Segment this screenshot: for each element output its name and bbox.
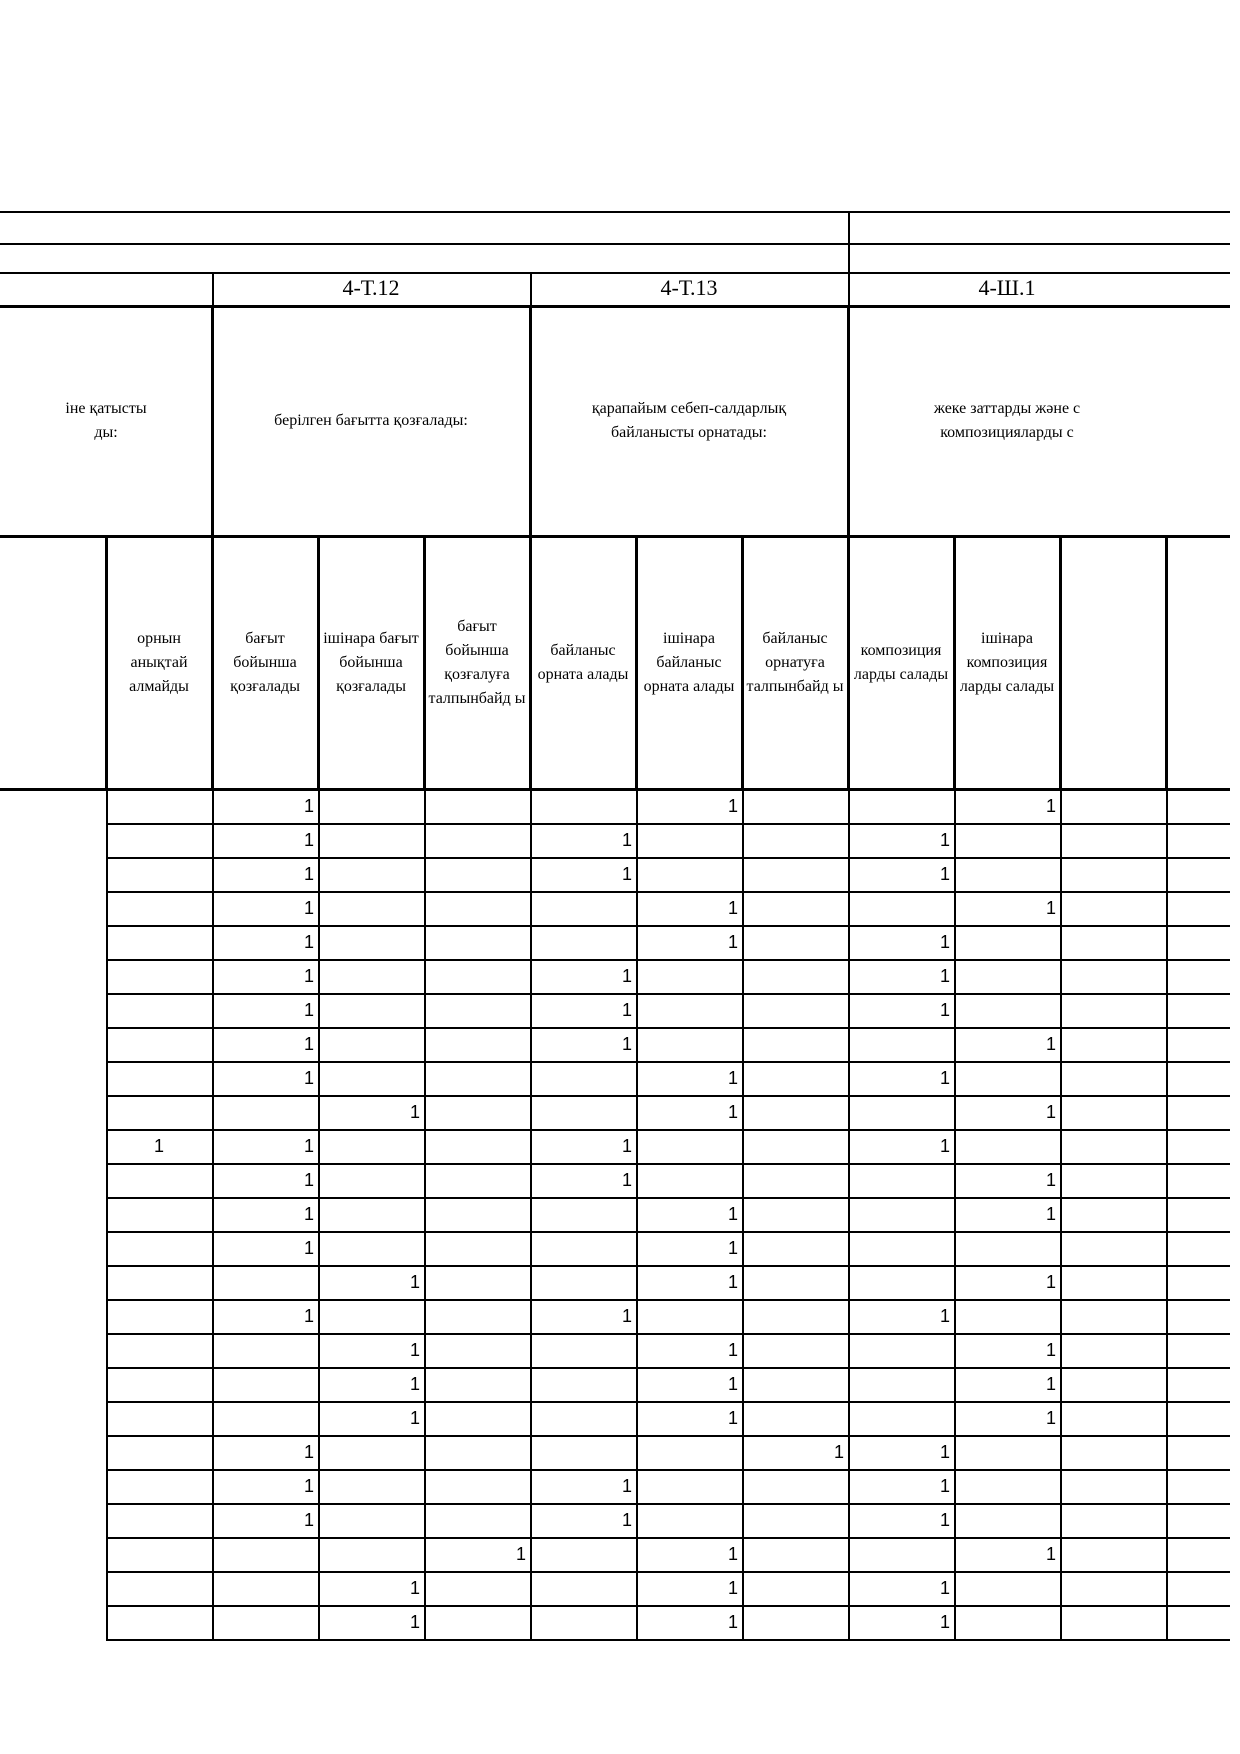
table-cell <box>106 1435 212 1469</box>
table-cell <box>424 925 530 959</box>
table-cell <box>106 823 212 857</box>
table-cell <box>424 891 530 925</box>
group-title-line: қарапайым себеп-салдарлық <box>591 400 787 417</box>
table-cell: 1 <box>727 1203 738 1224</box>
table-cell: 1 <box>939 1611 950 1632</box>
group-title <box>848 306 1166 536</box>
table-cell <box>848 1333 954 1367</box>
table-cell <box>212 1537 318 1571</box>
table-cell <box>848 1265 954 1299</box>
table-cell <box>424 1231 530 1265</box>
table-cell <box>636 1299 742 1333</box>
table-cell <box>530 1367 636 1401</box>
table-cell <box>106 925 212 959</box>
table-cell: 1 <box>303 999 314 1020</box>
table-cell <box>212 1333 318 1367</box>
table-cell <box>742 789 848 823</box>
table-cell <box>318 959 424 993</box>
table-cell <box>424 1503 530 1537</box>
table-cell <box>636 959 742 993</box>
table-cell <box>530 1095 636 1129</box>
table-cell <box>318 1503 424 1537</box>
table-cell <box>106 1571 212 1605</box>
grid-line-horizontal <box>0 211 1230 213</box>
table-cell <box>954 993 1060 1027</box>
table-cell <box>636 993 742 1027</box>
table-cell <box>742 1061 848 1095</box>
table-cell <box>848 1163 954 1197</box>
table-cell: 1 <box>303 1203 314 1224</box>
table-cell <box>742 857 848 891</box>
table-cell <box>106 1231 212 1265</box>
group-title-line: берілген бағытта қозғалады: <box>274 412 468 429</box>
table-cell: 1 <box>939 999 950 1020</box>
table-cell: 1 <box>727 897 738 918</box>
table-cell <box>318 1299 424 1333</box>
table-cell <box>318 1129 424 1163</box>
table-cell <box>424 1299 530 1333</box>
grid-line-horizontal <box>0 272 1230 274</box>
table-cell: 1 <box>303 965 314 986</box>
table-cell: 1 <box>409 1271 420 1292</box>
column-header: ішінара композиция ларды салады <box>959 629 1055 695</box>
table-cell <box>318 1197 424 1231</box>
table-cell: 1 <box>1045 1203 1056 1224</box>
table-cell: 1 <box>727 1611 738 1632</box>
table-cell <box>848 1095 954 1129</box>
table-cell <box>106 1605 212 1639</box>
table-cell: 1 <box>1045 1033 1056 1054</box>
table-cell: 1 <box>833 1441 844 1462</box>
table-cell <box>106 1299 212 1333</box>
table-cell: 1 <box>727 1407 738 1428</box>
table-cell <box>530 1537 636 1571</box>
table-cell: 1 <box>621 1169 632 1190</box>
table-cell <box>636 823 742 857</box>
table-cell: 1 <box>303 1067 314 1088</box>
table-cell: 1 <box>939 1135 950 1156</box>
table-cell: 1 <box>939 1441 950 1462</box>
table-cell <box>424 857 530 891</box>
table-cell <box>954 1469 1060 1503</box>
table-cell: 1 <box>939 829 950 850</box>
column-header: орнын анықтай алмайды <box>129 629 189 695</box>
table-cell <box>424 959 530 993</box>
table-cell: 1 <box>409 1101 420 1122</box>
table-cell <box>742 1027 848 1061</box>
table-cell <box>318 1231 424 1265</box>
table-cell <box>742 1265 848 1299</box>
table-cell <box>742 1367 848 1401</box>
table-cell <box>954 1231 1060 1265</box>
table-cell <box>212 1095 318 1129</box>
table-cell: 1 <box>621 999 632 1020</box>
table-cell <box>106 959 212 993</box>
table-cell: 1 <box>303 1305 314 1326</box>
table-cell: 1 <box>303 1033 314 1054</box>
table-cell: 1 <box>727 931 738 952</box>
table-cell <box>424 1605 530 1639</box>
table-cell <box>954 959 1060 993</box>
table-cell <box>424 1027 530 1061</box>
group-code: 4-Т.13 <box>660 275 718 300</box>
table-cell <box>424 1197 530 1231</box>
table-cell <box>106 1027 212 1061</box>
table-cell: 1 <box>621 1135 632 1156</box>
table-cell: 1 <box>939 1475 950 1496</box>
table-cell: 1 <box>621 1305 632 1326</box>
table-cell <box>530 1333 636 1367</box>
table-cell <box>106 1333 212 1367</box>
table-cell: 1 <box>621 1475 632 1496</box>
group-title-line: ды: <box>94 424 118 441</box>
grid-line-vertical <box>635 536 638 789</box>
table-cell <box>424 1095 530 1129</box>
table-cell <box>742 1605 848 1639</box>
table-cell <box>318 1469 424 1503</box>
table-cell <box>424 1061 530 1095</box>
table-cell <box>106 1367 212 1401</box>
table-cell: 1 <box>1045 1373 1056 1394</box>
table-cell <box>954 1605 1060 1639</box>
group-title-line: композицияларды с <box>940 424 1074 441</box>
table-cell <box>954 1435 1060 1469</box>
column-header: байланыс орната алады <box>537 641 629 683</box>
table-cell: 1 <box>409 1373 420 1394</box>
table-cell: 1 <box>409 1611 420 1632</box>
group-title <box>0 306 212 536</box>
table-cell <box>106 1265 212 1299</box>
table-cell: 1 <box>303 1509 314 1530</box>
spreadsheet-viewport <box>65 211 1081 1632</box>
table-cell: 1 <box>409 1577 420 1598</box>
table-cell <box>424 1163 530 1197</box>
table-cell <box>530 1231 636 1265</box>
grid-line-vertical <box>953 536 956 789</box>
column-header: бағыт бойынша қозғалуға талпынбайд ы <box>428 617 526 707</box>
table-cell <box>106 857 212 891</box>
table-cell <box>424 1367 530 1401</box>
group-title <box>530 306 848 536</box>
table-cell: 1 <box>303 1475 314 1496</box>
table-cell <box>212 1605 318 1639</box>
table-cell <box>954 1571 1060 1605</box>
grid-line-vertical <box>105 536 108 789</box>
table-cell: 1 <box>939 1509 950 1530</box>
grid-line-vertical <box>211 536 214 789</box>
column-header: композиция ларды салады <box>853 641 949 683</box>
table-cell <box>318 1435 424 1469</box>
group-title-line: іне қатысты <box>65 400 147 417</box>
table-cell <box>318 823 424 857</box>
table-cell: 1 <box>1045 1271 1056 1292</box>
table-cell <box>424 1571 530 1605</box>
table-cell: 1 <box>303 795 314 816</box>
table-cell <box>424 1435 530 1469</box>
table-cell: 1 <box>939 965 950 986</box>
table-cell <box>106 1401 212 1435</box>
grid-line-vertical <box>1165 536 1168 789</box>
table-cell <box>742 1095 848 1129</box>
table-cell <box>954 1129 1060 1163</box>
table-cell: 1 <box>939 863 950 884</box>
table-cell <box>106 1197 212 1231</box>
table-cell <box>106 993 212 1027</box>
table-cell <box>742 1333 848 1367</box>
table-cell: 1 <box>727 1339 738 1360</box>
table-cell: 1 <box>939 931 950 952</box>
table-cell: 1 <box>727 1101 738 1122</box>
table-cell <box>848 789 954 823</box>
table-cell <box>530 925 636 959</box>
table-cell <box>636 1027 742 1061</box>
table-cell <box>742 1231 848 1265</box>
table-cell <box>636 1129 742 1163</box>
table-cell <box>318 1537 424 1571</box>
group-title-line: байланысты орнатады: <box>611 424 767 441</box>
table-cell <box>318 1027 424 1061</box>
table-cell: 1 <box>303 829 314 850</box>
table-cell <box>742 1163 848 1197</box>
table-cell <box>954 1503 1060 1537</box>
table-cell <box>212 1367 318 1401</box>
table-cell <box>530 1265 636 1299</box>
table-cell <box>318 891 424 925</box>
grid-line-vertical <box>529 536 532 789</box>
table-cell <box>954 1299 1060 1333</box>
table-cell <box>318 789 424 823</box>
table-cell <box>848 891 954 925</box>
table-cell: 1 <box>621 863 632 884</box>
table-cell <box>530 789 636 823</box>
table-cell <box>530 1061 636 1095</box>
table-cell: 1 <box>1045 1169 1056 1190</box>
table-cell <box>530 1571 636 1605</box>
table-cell <box>530 1197 636 1231</box>
grid-line-horizontal <box>0 243 1230 245</box>
table-cell <box>742 1129 848 1163</box>
table-cell <box>742 1503 848 1537</box>
table-cell: 1 <box>727 1373 738 1394</box>
table-cell <box>106 789 212 823</box>
table-cell <box>424 823 530 857</box>
table-cell <box>636 1163 742 1197</box>
grid-line-vertical <box>317 536 320 789</box>
table-cell <box>106 1061 212 1095</box>
table-cell: 1 <box>621 965 632 986</box>
table-cell: 1 <box>303 931 314 952</box>
group-code: 4-Т.12 <box>342 275 400 300</box>
table-cell: 1 <box>727 1271 738 1292</box>
grid-line-vertical <box>848 211 850 272</box>
table-cell <box>424 993 530 1027</box>
table-cell <box>742 925 848 959</box>
table-cell <box>742 1401 848 1435</box>
table-cell <box>636 1435 742 1469</box>
group-code: 4-Ш.1 <box>978 275 1036 300</box>
table-cell <box>530 1435 636 1469</box>
table-cell <box>848 1401 954 1435</box>
table-cell <box>530 1401 636 1435</box>
table-cell <box>318 1163 424 1197</box>
table-cell: 1 <box>727 1577 738 1598</box>
table-cell: 1 <box>1045 1543 1056 1564</box>
table-cell: 1 <box>303 863 314 884</box>
table-cell <box>424 1469 530 1503</box>
grid-line-vertical <box>423 536 426 789</box>
grid-line-vertical <box>1059 536 1062 789</box>
table-cell: 1 <box>409 1339 420 1360</box>
table-cell: 1 <box>303 1237 314 1258</box>
table-cell <box>106 1503 212 1537</box>
table-cell <box>742 959 848 993</box>
table-cell <box>742 1197 848 1231</box>
table-cell <box>954 823 1060 857</box>
table-cell: 1 <box>515 1543 526 1564</box>
table-cell: 1 <box>1045 897 1056 918</box>
table-cell <box>848 1197 954 1231</box>
table-cell: 1 <box>727 795 738 816</box>
table-cell <box>212 1571 318 1605</box>
table-cell <box>106 1469 212 1503</box>
table-cell: 1 <box>727 1067 738 1088</box>
table-cell <box>318 857 424 891</box>
table-cell: 1 <box>939 1305 950 1326</box>
table-cell <box>106 1095 212 1129</box>
table-cell <box>742 1299 848 1333</box>
group-title-line: жеке заттарды және с <box>933 400 1081 417</box>
table-cell <box>212 1401 318 1435</box>
table-cell <box>636 1503 742 1537</box>
table-cell <box>530 1605 636 1639</box>
table-cell: 1 <box>153 1135 164 1156</box>
table-cell: 1 <box>303 1135 314 1156</box>
table-cell <box>742 1537 848 1571</box>
table-cell <box>106 1537 212 1571</box>
table-cell <box>954 1061 1060 1095</box>
table-cell <box>424 1333 530 1367</box>
table-cell <box>530 891 636 925</box>
table-cell: 1 <box>303 897 314 918</box>
table-cell <box>954 857 1060 891</box>
table-cell <box>106 1163 212 1197</box>
table-cell <box>318 925 424 959</box>
table-cell <box>848 1367 954 1401</box>
table-cell: 1 <box>621 1509 632 1530</box>
table-cell <box>636 857 742 891</box>
table-cell: 1 <box>1045 1101 1056 1122</box>
table-cell: 1 <box>939 1067 950 1088</box>
table-cell: 1 <box>727 1543 738 1564</box>
table-cell: 1 <box>303 1169 314 1190</box>
table-cell: 1 <box>727 1237 738 1258</box>
table-cell <box>106 891 212 925</box>
grid-line-vertical <box>847 536 850 789</box>
table-cell: 1 <box>1045 795 1056 816</box>
table-cell <box>424 1129 530 1163</box>
table-cell <box>848 1231 954 1265</box>
table-cell <box>424 1401 530 1435</box>
table-cell <box>742 993 848 1027</box>
table-cell <box>318 993 424 1027</box>
table-cell <box>424 789 530 823</box>
column-header: ішінара байланыс орната алады <box>643 629 735 695</box>
table-cell: 1 <box>621 829 632 850</box>
table-cell <box>742 823 848 857</box>
table-cell <box>848 1027 954 1061</box>
column-header: ішінара бағыт бойынша қозғалады <box>323 629 419 695</box>
table-cell <box>742 1469 848 1503</box>
group-title <box>212 306 530 536</box>
table-cell <box>954 925 1060 959</box>
table-cell <box>636 1469 742 1503</box>
table-cell: 1 <box>303 1441 314 1462</box>
column-header: байланыс орнатуға талпынбайд ы <box>746 629 844 695</box>
table-cell <box>318 1061 424 1095</box>
table-cell: 1 <box>1045 1407 1056 1428</box>
table-cell <box>742 891 848 925</box>
table-cell: 1 <box>621 1033 632 1054</box>
grid-line-vertical <box>741 536 744 789</box>
grid-line-vertical <box>1166 789 1168 1639</box>
table-cell <box>848 1537 954 1571</box>
table-cell: 1 <box>939 1577 950 1598</box>
table-cell <box>742 1571 848 1605</box>
table-cell: 1 <box>1045 1339 1056 1360</box>
table-cell <box>212 1265 318 1299</box>
table-cell <box>424 1265 530 1299</box>
column-header: бағыт бойынша қозғалады <box>230 629 300 695</box>
table-cell: 1 <box>409 1407 420 1428</box>
